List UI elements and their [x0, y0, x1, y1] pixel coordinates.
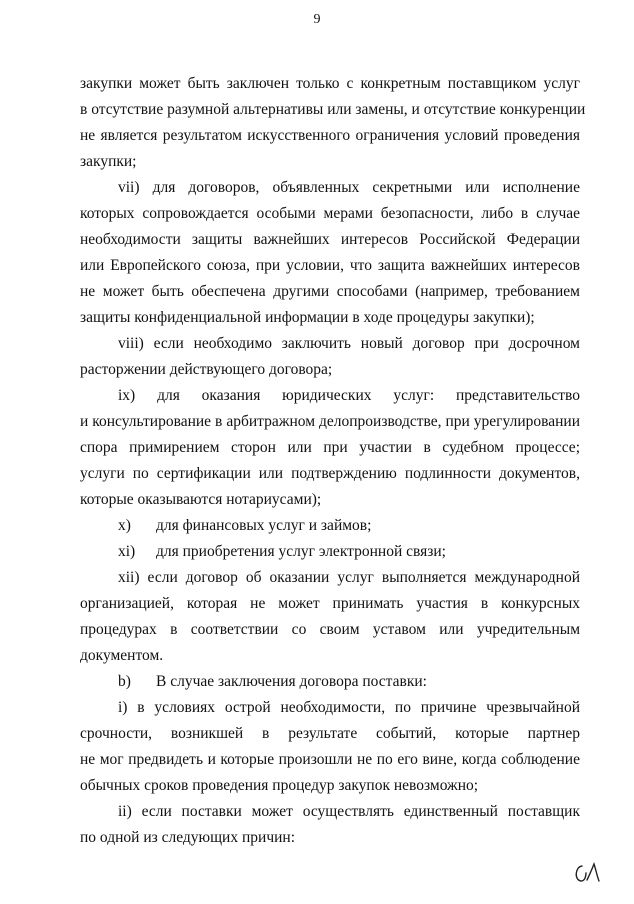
text-line: закупки;	[80, 153, 137, 170]
text-line: защиты конфиденциальной информации в ходе процедуры закупки);	[80, 309, 535, 326]
text-line: ii) если поставки может осуществлять единственный поставщик	[118, 803, 580, 820]
list-item-text: для финансовых услуг и займов;	[156, 517, 372, 534]
text-line: xii) если договор об оказании услуг выполняется международной	[118, 569, 580, 586]
text-line: обычных сроков проведения процедур закупок невозможно;	[80, 777, 479, 794]
text-line: в отсутствие разумной альтернативы или замены, и отсутствие конкуренции	[80, 101, 586, 118]
text-line: необходимости защиты важнейших интересов Российской Федерации	[80, 231, 580, 248]
text-line: которые оказываются нотариусами);	[80, 491, 322, 508]
text-line: процедурах в соответствии со своим уставом или учредительным	[80, 621, 580, 638]
text-line: vii) для договоров, объявленных секретными или исполнение	[118, 179, 580, 196]
handwritten-initials-mark	[572, 858, 606, 888]
text-line: которых сопровождается особыми мерами безопасности, либо в случае	[80, 205, 580, 222]
text-line: не является результатом искусственного ограничения условий проведения	[80, 127, 580, 144]
text-line: не может быть обеспечена другими способами (например, требованием	[80, 283, 580, 300]
text-line: и консультирование в арбитражном делопроизводстве, при урегулировании	[80, 413, 580, 430]
page-number: 9	[313, 12, 321, 27]
list-marker: xi)	[118, 543, 136, 560]
list-marker: x)	[118, 517, 131, 534]
text-line: расторжении действующего договора;	[80, 361, 333, 378]
text-line: документом.	[80, 647, 164, 664]
text-line: спора примирением сторон или при участии в судебном процессе;	[80, 439, 580, 456]
text-line: организацией, которая не может принимать участия в конкурсных	[80, 595, 580, 612]
list-item-text: В случае заключения договора поставки:	[156, 673, 427, 690]
text-line: не мог предвидеть и которые произошли не по его вине, когда соблюдение	[80, 751, 580, 768]
text-line: viii) если необходимо заключить новый договор при досрочном	[118, 335, 580, 352]
text-line: срочности, возникшей в результате событий, которые партнер	[80, 725, 580, 742]
text-line: ix) для оказания юридических услуг: представительство	[118, 387, 580, 404]
list-marker: b)	[118, 673, 131, 690]
text-line: по одной из следующих причин:	[80, 829, 296, 846]
list-item-text: для приобретения услуг электронной связи;	[156, 543, 446, 560]
text-line: i) в условиях острой необходимости, по причине чрезвычайной	[118, 699, 580, 716]
text-line: услуги по сертификации или подтверждению подлинности документов,	[80, 465, 580, 482]
text-line: или Европейского союза, при условии, что защита важнейших интересов	[80, 257, 580, 274]
text-line: закупки может быть заключен только с конкретным поставщиком услуг	[80, 75, 580, 92]
